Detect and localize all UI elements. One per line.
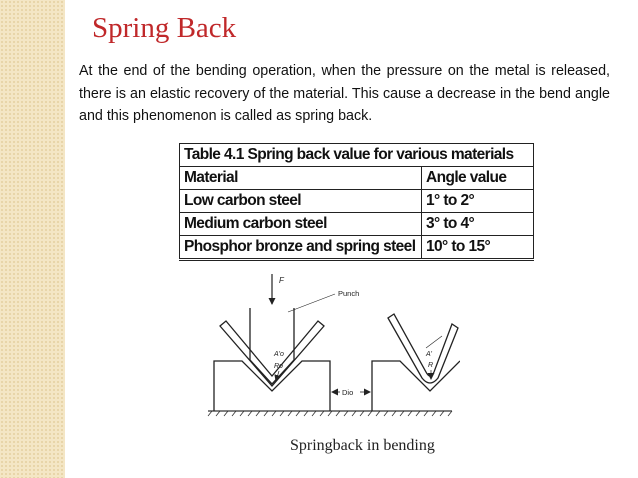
left-punch <box>250 308 294 384</box>
table-row <box>180 213 534 236</box>
table-header-row <box>180 167 534 190</box>
cell-angle: 1° to 2° <box>422 190 534 213</box>
label-radius-after: R <box>428 362 434 369</box>
label-radius-before: Ro <box>274 363 283 370</box>
cell-material: Medium carbon steel <box>180 213 422 236</box>
body-paragraph: At the end of the bending operation, when the pressure on the metal is released, there is an elastic recovery of the material. This cause a decrease in the bend angle and this phenomenon is called as spring back. <box>79 63 610 124</box>
left-sheet <box>220 321 324 386</box>
table-caption-row <box>180 144 534 167</box>
punch-leader <box>288 294 335 312</box>
table-row <box>180 236 534 260</box>
header-angle-value: Angle value <box>422 167 534 190</box>
springback-diagram <box>190 268 460 426</box>
angle-leader-right <box>426 336 442 348</box>
label-punch: Punch <box>338 289 360 298</box>
figure-caption: Springback in bending <box>290 437 435 454</box>
ground-hatch <box>208 411 452 416</box>
decorative-side-strip <box>0 0 65 478</box>
cell-angle: 3° to 4° <box>422 213 534 236</box>
label-angle-after: A' <box>426 351 433 358</box>
label-force: F <box>279 276 284 285</box>
cell-material: Phosphor bronze and spring steel <box>180 236 422 260</box>
cell-material: Low carbon steel <box>180 190 422 213</box>
table-row <box>180 190 534 213</box>
table-caption: Table 4.1 Spring back value for various materials <box>180 144 534 167</box>
springback-table <box>179 143 534 261</box>
label-angle-before: A'o <box>274 351 284 358</box>
cell-angle: 10° to 15° <box>422 236 534 260</box>
header-material: Material <box>180 167 422 190</box>
slide-title: Spring Back <box>92 12 237 44</box>
label-die: Dio <box>342 388 354 397</box>
